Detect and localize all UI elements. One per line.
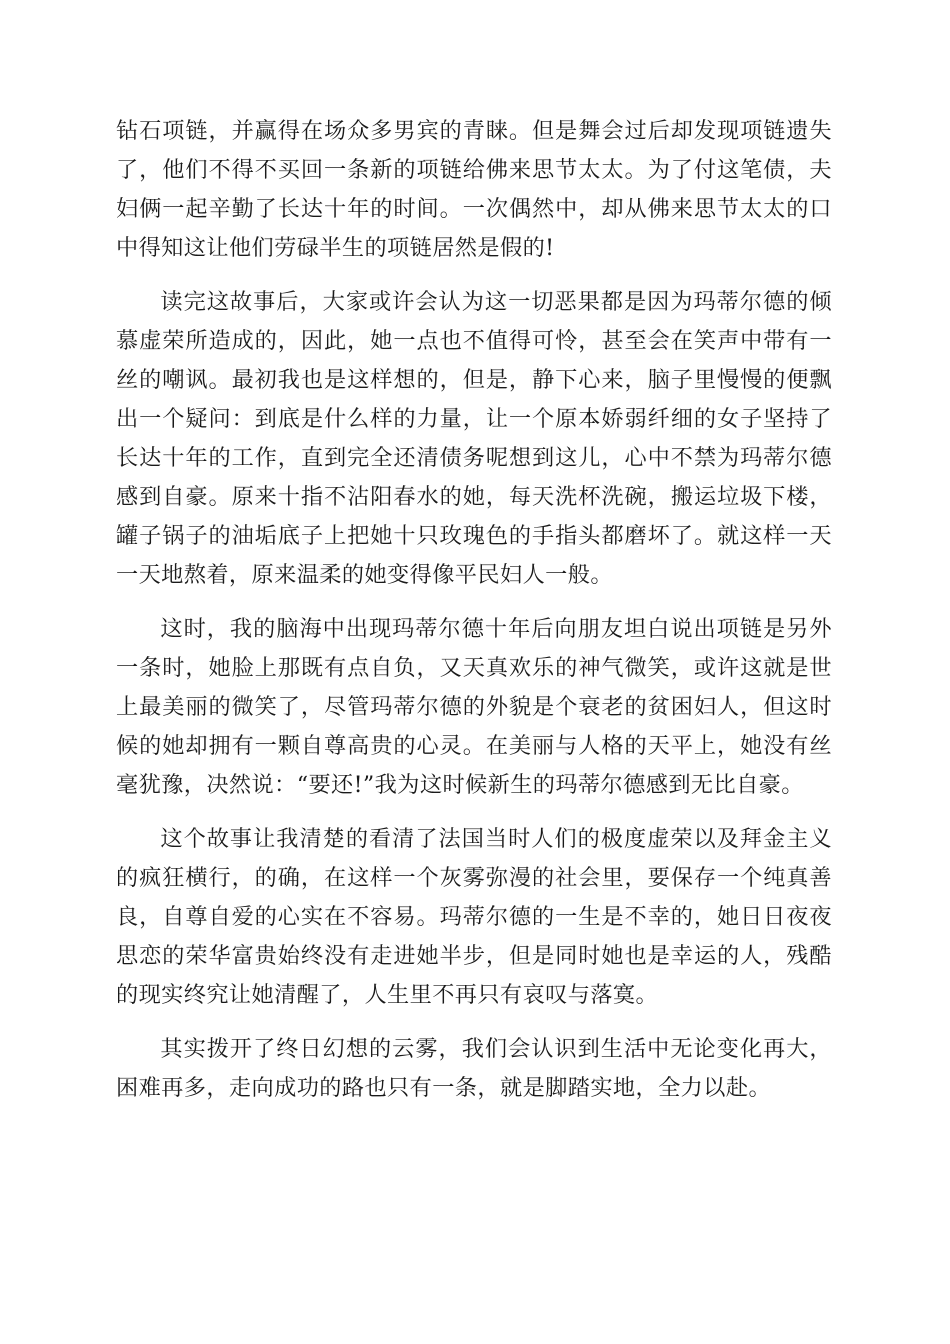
paragraph-continued: 钻石项链，并赢得在场众多男宾的青睐。但是舞会过后却发现项链遗失了，他们不得不买回一条新的项链给佛来思节太太。为了付这笔债，夫妇俩一起辛勤了长达十年的时间。一次偶然中，却从佛来思节太太的口中得知这让他们劳碌半生的项链居然是假的!: [116, 118, 832, 261]
essay-body: [116, 112, 832, 1123]
paragraph: 读完这故事后，大家或许会认为这一切恶果都是因为玛蒂尔德的倾慕虚荣所造成的，因此，她一点也不值得可怜，甚至会在笑声中带有一丝的嘲讽。最初我也是这样想的，但是，静下心来，脑子里慢慢的便飘出一个疑问：到底是什么样的力量，让一个原本娇弱纤细的女子坚持了长达十年的工作，直到完全还清债务呢想到这儿，心中不禁为玛蒂尔德感到自豪。原来十指不沾阳春水的她，每天洗杯洗碗，搬运垃圾下楼，罐子锅子的油垢底子上把她十只玫瑰色的手指头都磨坏了。就这样一天一天地熬着，原来温柔的她变得像平民妇人一般。: [116, 289, 832, 588]
paragraph: 这个故事让我清楚的看清了法国当时人们的极度虚荣以及拜金主义的疯狂横行，的确，在这样一个灰雾弥漫的社会里，要保存一个纯真善良，自尊自爱的心实在不容易。玛蒂尔德的一生是不幸的，她日日夜夜思恋的荣华富贵始终没有走进她半步，但是同时她也是幸运的人，残酷的现实终究让她清醒了，人生里不再只有哀叹与落寞。: [116, 826, 832, 1008]
paragraph: 这时，我的脑海中出现玛蒂尔德十年后向朋友坦白说出项链是另外一条时，她脸上那既有点自负，又天真欢乐的神气微笑，或许这就是世上最美丽的微笑了，尽管玛蒂尔德的外貌是个衰老的贫困妇人，但这时候的她却拥有一颗自尊高贵的心灵。在美丽与人格的天平上，她没有丝毫犹豫，决然说：“要还!”我为这时候新生的玛蒂尔德感到无比自豪。: [116, 616, 832, 798]
paragraph: 其实拨开了终日幻想的云雾，我们会认识到生活中无论变化再大，困难再多，走向成功的路也只有一条，就是脚踏实地，全力以赴。: [116, 1036, 832, 1101]
